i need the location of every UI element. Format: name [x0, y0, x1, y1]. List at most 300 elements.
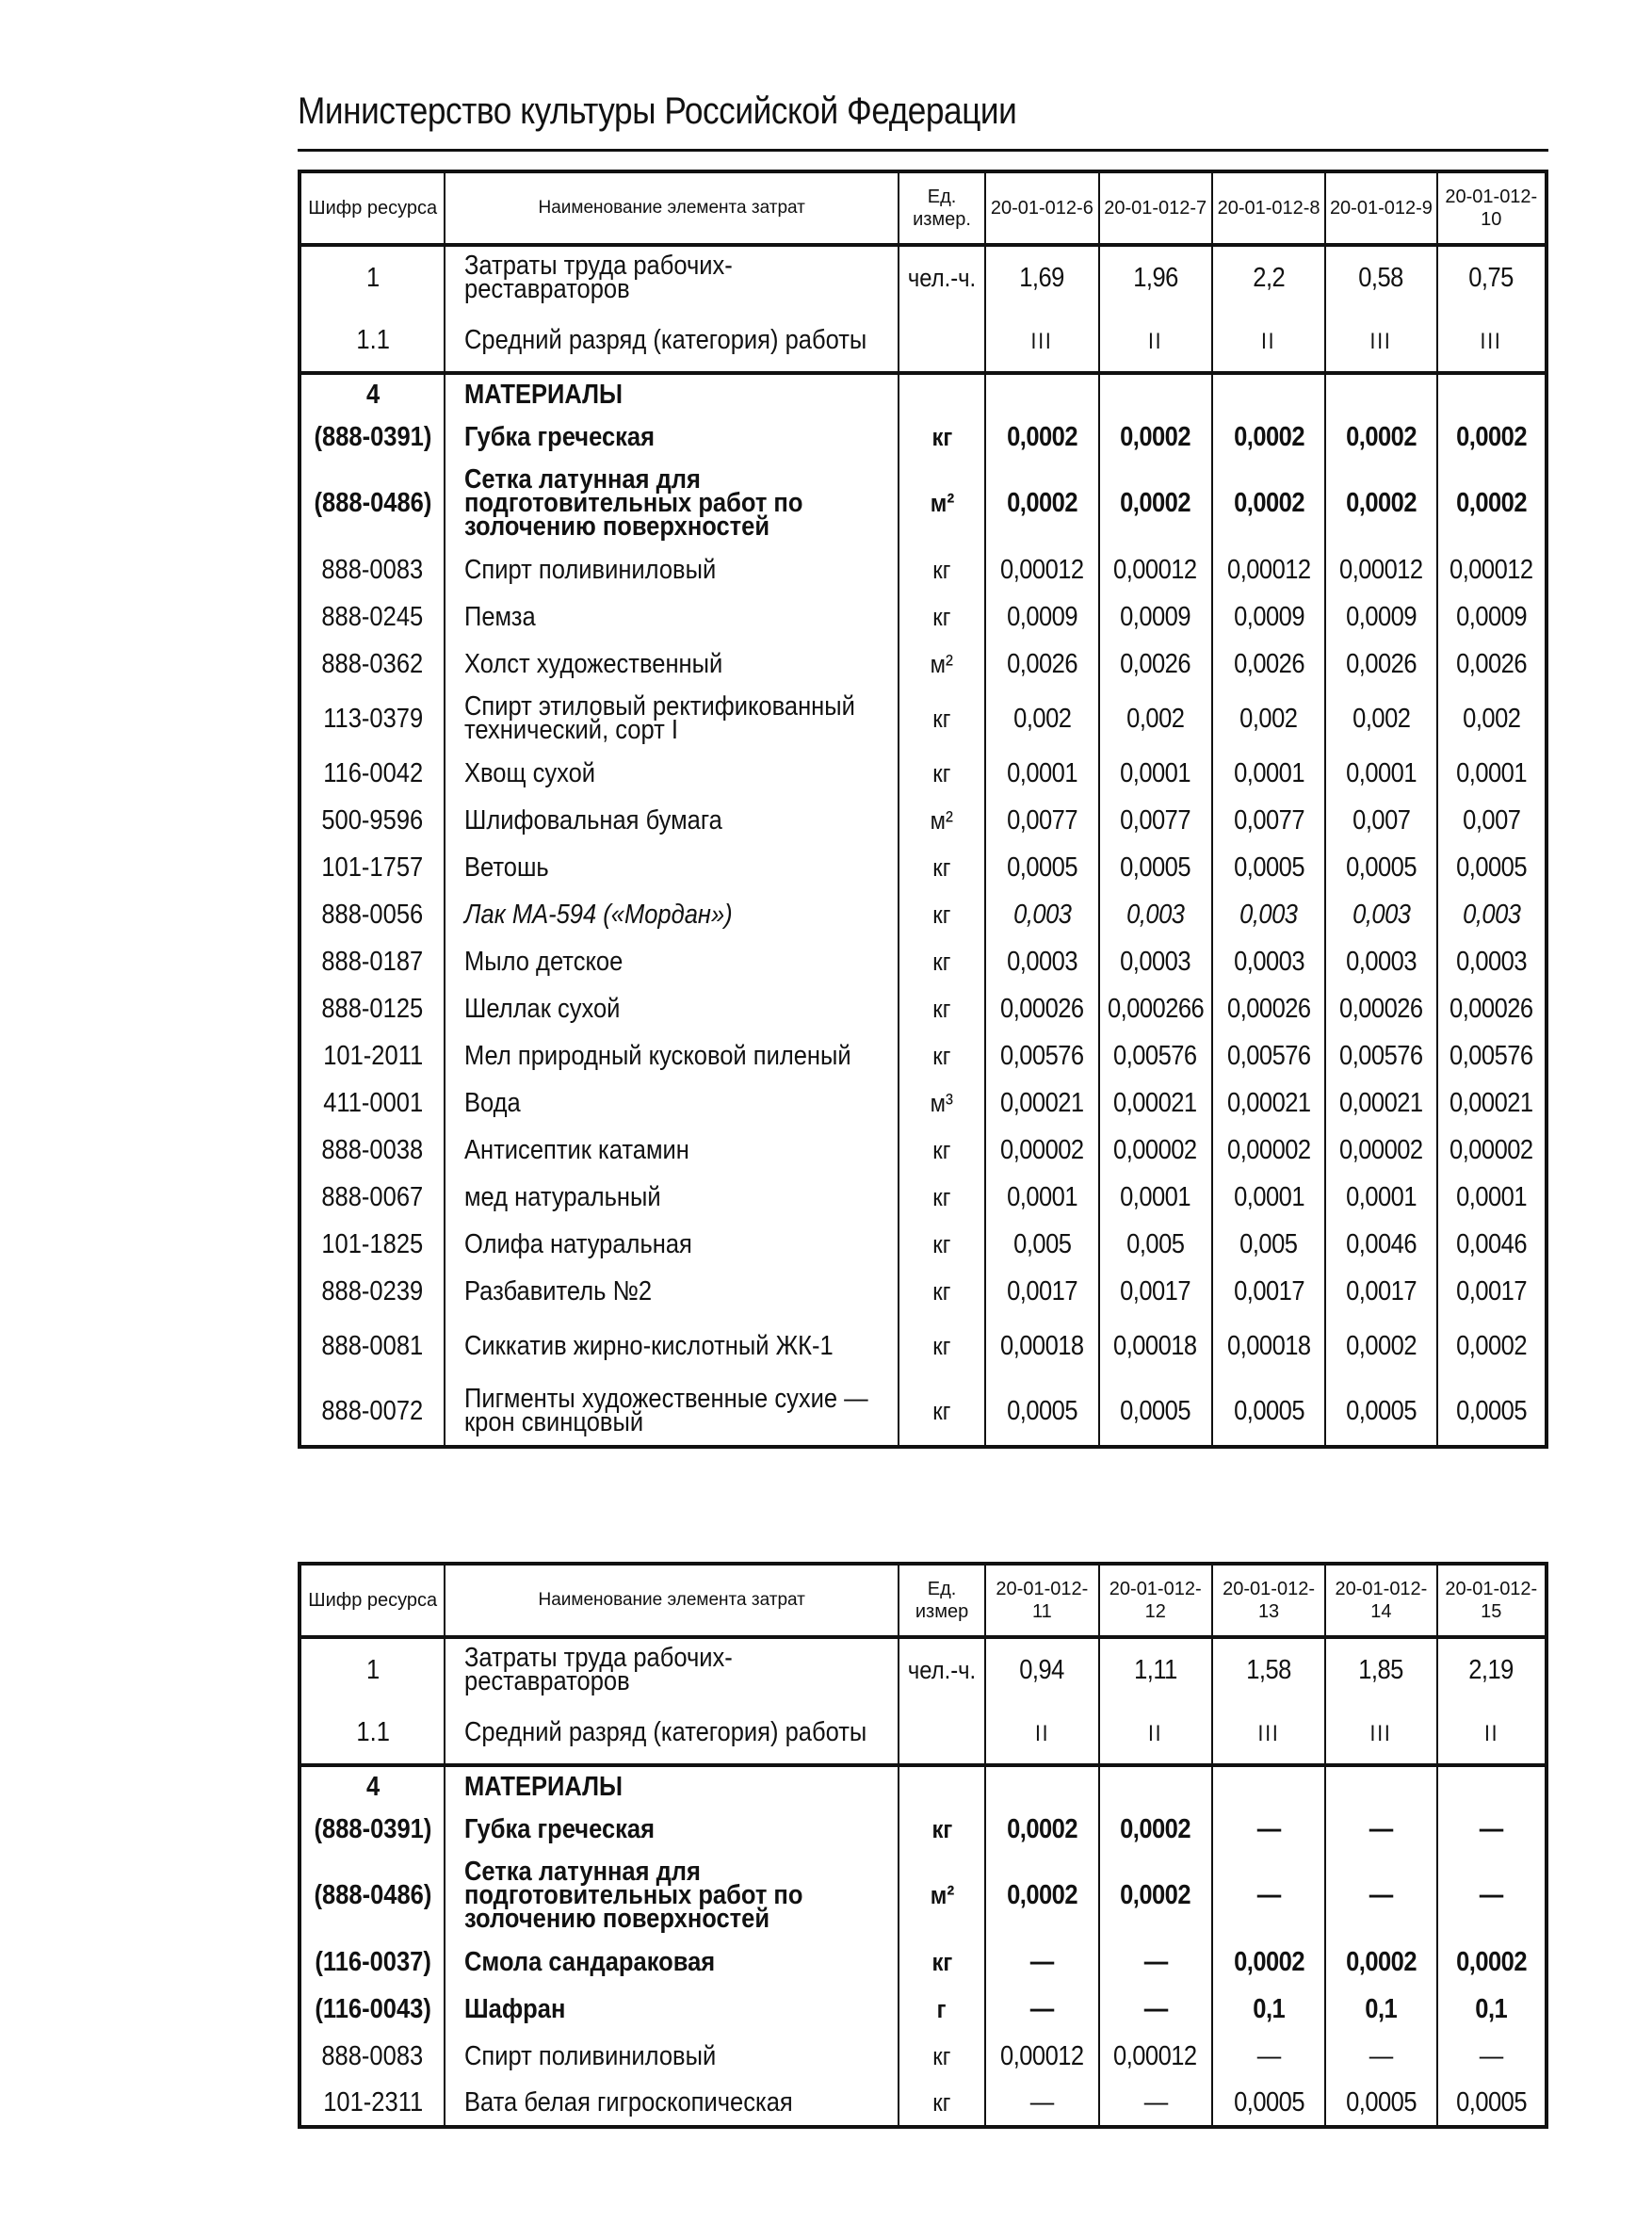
- element-name-cell: Мел природный кусковой пиленый: [445, 1032, 898, 1079]
- value-cell: 0,00002: [1212, 1127, 1325, 1174]
- unit-cell: чел.-ч.: [899, 1637, 985, 1701]
- unit-cell: кг: [899, 938, 985, 985]
- element-name-cell: Разбавитель №2: [445, 1268, 898, 1315]
- element-name-cell: Затраты труда рабочих-реставраторов: [445, 245, 898, 309]
- table-row: [300, 985, 1547, 1032]
- unit-cell: г: [899, 1986, 985, 2033]
- element-name-cell: Ветошь: [445, 844, 898, 891]
- value-cell: —: [1099, 1939, 1212, 1986]
- value-cell: 2,2: [1212, 245, 1325, 309]
- resource-code-cell: (888-0486): [300, 1852, 445, 1939]
- resource-code-cell: 101-1757: [300, 844, 445, 891]
- resource-table-2: [298, 1562, 1548, 2129]
- value-cell: 0,00012: [985, 2033, 1098, 2080]
- value-cell: 0,0017: [1325, 1268, 1436, 1315]
- value-cell: 0,0026: [1212, 641, 1325, 688]
- element-name-cell: Шафран: [445, 1986, 898, 2033]
- value-cell: 0,0017: [1437, 1268, 1547, 1315]
- unit-cell: м²: [899, 797, 985, 844]
- table-row: [300, 1268, 1547, 1315]
- value-cell: —: [1212, 1807, 1325, 1852]
- value-cell: [1212, 1765, 1325, 1807]
- value-cell: 0,0017: [1099, 1268, 1212, 1315]
- value-cell: 0,58: [1325, 245, 1436, 309]
- value-cell: 0,0005: [985, 844, 1098, 891]
- resource-code-cell: 1.1: [300, 309, 445, 373]
- value-cell: 0,1: [1212, 1986, 1325, 2033]
- value-cell: 0,00012: [1212, 546, 1325, 593]
- value-cell: 0,0002: [1325, 1315, 1436, 1377]
- value-cell: 0,0002: [1437, 460, 1547, 546]
- value-cell: 0,0005: [1437, 844, 1547, 891]
- value-cell: 0,002: [1325, 688, 1436, 750]
- value-cell: 0,94: [985, 1637, 1098, 1701]
- table-row: [300, 1174, 1547, 1221]
- value-cell: —: [1099, 1986, 1212, 2033]
- table-row: [300, 1807, 1547, 1852]
- value-cell: 0,00012: [1437, 546, 1547, 593]
- value-cell: III: [1325, 1701, 1436, 1765]
- value-cell: 0,003: [1212, 891, 1325, 938]
- value-cell: 0,00576: [1437, 1032, 1547, 1079]
- value-cell: 0,002: [1212, 688, 1325, 750]
- resource-code-cell: 411-0001: [300, 1079, 445, 1127]
- unit-cell: кг: [899, 1221, 985, 1268]
- resource-code-cell: (888-0391): [300, 414, 445, 460]
- resource-code-cell: 101-1825: [300, 1221, 445, 1268]
- resource-code-cell: 888-0067: [300, 1174, 445, 1221]
- value-cell: 0,0077: [1099, 797, 1212, 844]
- element-name-cell: Губка греческая: [445, 1807, 898, 1852]
- value-cell: 0,0002: [1099, 1807, 1212, 1852]
- resource-code-cell: 4: [300, 373, 445, 414]
- value-cell: 0,00026: [1212, 985, 1325, 1032]
- value-cell: 0,00012: [985, 546, 1098, 593]
- table-row: [300, 1221, 1547, 1268]
- value-cell: 0,0002: [1325, 1939, 1436, 1986]
- value-cell: 0,00576: [985, 1032, 1098, 1079]
- column-header-rate-code: 20-01-012-15: [1437, 1564, 1547, 1637]
- table-row: [300, 593, 1547, 641]
- value-cell: 0,0026: [1099, 641, 1212, 688]
- value-cell: 0,0005: [1325, 2080, 1436, 2127]
- value-cell: 0,0001: [985, 1174, 1098, 1221]
- value-cell: 0,0003: [1212, 938, 1325, 985]
- table-row: [300, 1079, 1547, 1127]
- value-cell: 0,0001: [1099, 1174, 1212, 1221]
- value-cell: 0,0005: [1325, 844, 1436, 891]
- value-cell: 0,0002: [1325, 414, 1436, 460]
- value-cell: 0,00018: [985, 1315, 1098, 1377]
- table-row: [300, 797, 1547, 844]
- value-cell: 0,0005: [1212, 1377, 1325, 1447]
- unit-cell: кг: [899, 844, 985, 891]
- table-row: [300, 414, 1547, 460]
- table-row: [300, 2080, 1547, 2127]
- value-cell: 0,0026: [1437, 641, 1547, 688]
- value-cell: III: [1437, 309, 1547, 373]
- table-row: [300, 641, 1547, 688]
- table-row: [300, 1765, 1547, 1807]
- value-cell: III: [1212, 1701, 1325, 1765]
- resource-code-cell: (116-0043): [300, 1986, 445, 2033]
- value-cell: 0,00021: [1325, 1079, 1436, 1127]
- value-cell: —: [1325, 1807, 1436, 1852]
- table-row: [300, 2033, 1547, 2080]
- resource-code-cell: 1: [300, 1637, 445, 1701]
- element-name-cell: Спирт поливиниловый: [445, 2033, 898, 2080]
- unit-cell: кг: [899, 1127, 985, 1174]
- value-cell: 0,0002: [985, 460, 1098, 546]
- value-cell: [985, 373, 1098, 414]
- value-cell: 0,0009: [1437, 593, 1547, 641]
- resource-code-cell: 1.1: [300, 1701, 445, 1765]
- value-cell: 0,0017: [985, 1268, 1098, 1315]
- unit-cell: кг: [899, 2080, 985, 2127]
- value-cell: 0,0046: [1437, 1221, 1547, 1268]
- resource-code-cell: 888-0245: [300, 593, 445, 641]
- resource-code-cell: 888-0083: [300, 2033, 445, 2080]
- value-cell: II: [1099, 1701, 1212, 1765]
- value-cell: [1325, 1765, 1436, 1807]
- resource-code-cell: 888-0072: [300, 1377, 445, 1447]
- value-cell: 0,00018: [1099, 1315, 1212, 1377]
- value-cell: 0,0005: [1437, 2080, 1547, 2127]
- unit-cell: кг: [899, 1315, 985, 1377]
- value-cell: II: [1099, 309, 1212, 373]
- header-rule: [298, 149, 1548, 152]
- element-name-cell: Спирт поливиниловый: [445, 546, 898, 593]
- value-cell: 0,0001: [1212, 1174, 1325, 1221]
- value-cell: 0,0005: [1212, 844, 1325, 891]
- value-cell: 0,000266: [1099, 985, 1212, 1032]
- unit-cell: кг: [899, 414, 985, 460]
- element-name-cell: Лак МА-594 («Мордан»): [445, 891, 898, 938]
- resource-table-1: [298, 170, 1548, 1449]
- value-cell: 0,0001: [985, 750, 1098, 797]
- column-header-unit: Ед. измер: [899, 1564, 985, 1637]
- value-cell: III: [985, 309, 1098, 373]
- value-cell: [1437, 373, 1547, 414]
- value-cell: 0,003: [1099, 891, 1212, 938]
- unit-cell: кг: [899, 688, 985, 750]
- resource-code-cell: 888-0239: [300, 1268, 445, 1315]
- unit-cell: кг: [899, 1807, 985, 1852]
- column-header-rate-code: 20-01-012-13: [1212, 1564, 1325, 1637]
- table-row: [300, 373, 1547, 414]
- value-cell: 2,19: [1437, 1637, 1547, 1701]
- unit-cell: м²: [899, 641, 985, 688]
- column-header-name: Наименование элемента затрат: [445, 1564, 898, 1637]
- value-cell: 0,0077: [1212, 797, 1325, 844]
- column-header-rate-code: 20-01-012-11: [985, 1564, 1098, 1637]
- element-name-cell: мед натуральный: [445, 1174, 898, 1221]
- unit-cell: кг: [899, 1268, 985, 1315]
- value-cell: 0,00021: [1212, 1079, 1325, 1127]
- resource-code-cell: 888-0038: [300, 1127, 445, 1174]
- unit-cell: м²: [899, 1852, 985, 1939]
- value-cell: 0,0001: [1212, 750, 1325, 797]
- value-cell: 0,00012: [1325, 546, 1436, 593]
- table-row: [300, 460, 1547, 546]
- value-cell: 0,00576: [1212, 1032, 1325, 1079]
- value-cell: 0,0002: [1099, 414, 1212, 460]
- element-name-cell: Затраты труда рабочих-реставраторов: [445, 1637, 898, 1701]
- resource-code-cell: 500-9596: [300, 797, 445, 844]
- unit-cell: [899, 1701, 985, 1765]
- element-name-cell: Средний разряд (категория) работы: [445, 1701, 898, 1765]
- value-cell: 0,0005: [1099, 1377, 1212, 1447]
- table-row: [300, 750, 1547, 797]
- resource-code-cell: (888-0391): [300, 1807, 445, 1852]
- value-cell: —: [985, 1939, 1098, 1986]
- value-cell: 0,0001: [1437, 750, 1547, 797]
- unit-cell: [899, 373, 985, 414]
- unit-cell: чел.-ч.: [899, 245, 985, 309]
- value-cell: 0,00012: [1099, 2033, 1212, 2080]
- resource-code-cell: 116-0042: [300, 750, 445, 797]
- unit-cell: [899, 1765, 985, 1807]
- table-row: [300, 1701, 1547, 1765]
- value-cell: 0,00021: [985, 1079, 1098, 1127]
- value-cell: 0,0005: [1099, 844, 1212, 891]
- value-cell: 0,0002: [1212, 414, 1325, 460]
- table-row: [300, 309, 1547, 373]
- value-cell: 0,00576: [1099, 1032, 1212, 1079]
- resource-code-cell: 888-0056: [300, 891, 445, 938]
- value-cell: 0,005: [985, 1221, 1098, 1268]
- element-name-cell: Холст художественный: [445, 641, 898, 688]
- value-cell: —: [1437, 2033, 1547, 2080]
- value-cell: 0,00002: [1437, 1127, 1547, 1174]
- value-cell: 0,00002: [1099, 1127, 1212, 1174]
- value-cell: 1,11: [1099, 1637, 1212, 1701]
- column-header-code: Шифр ресурса: [300, 1564, 445, 1637]
- value-cell: 1,58: [1212, 1637, 1325, 1701]
- value-cell: 0,00002: [985, 1127, 1098, 1174]
- value-cell: 0,005: [1099, 1221, 1212, 1268]
- value-cell: —: [985, 2080, 1098, 2127]
- element-name-cell: Вода: [445, 1079, 898, 1127]
- table-row: [300, 938, 1547, 985]
- value-cell: 0,00021: [1437, 1079, 1547, 1127]
- table-row: [300, 245, 1547, 309]
- table-row: [300, 1637, 1547, 1701]
- value-cell: 0,002: [1437, 688, 1547, 750]
- value-cell: —: [985, 1986, 1098, 2033]
- unit-cell: кг: [899, 593, 985, 641]
- value-cell: 0,0009: [1325, 593, 1436, 641]
- element-name-cell: Смола сандараковая: [445, 1939, 898, 1986]
- value-cell: 0,0046: [1325, 1221, 1436, 1268]
- element-name-cell: Антисептик катамин: [445, 1127, 898, 1174]
- value-cell: 0,0005: [1325, 1377, 1436, 1447]
- value-cell: 0,00012: [1099, 546, 1212, 593]
- resource-code-cell: 1: [300, 245, 445, 309]
- unit-cell: кг: [899, 546, 985, 593]
- value-cell: 0,0009: [1099, 593, 1212, 641]
- resource-code-cell: 101-2311: [300, 2080, 445, 2127]
- value-cell: 0,0003: [1325, 938, 1436, 985]
- element-name-cell: Пигменты художественные сухие — крон свинцовый: [445, 1377, 898, 1447]
- value-cell: 0,0009: [985, 593, 1098, 641]
- element-name-cell: Сетка латунная для подготовительных работ по золочению поверхностей: [445, 460, 898, 546]
- element-name-cell: Мыло детское: [445, 938, 898, 985]
- value-cell: 0,0002: [1099, 1852, 1212, 1939]
- table-header-row: [300, 1564, 1547, 1637]
- element-name-cell: Средний разряд (категория) работы: [445, 309, 898, 373]
- element-name-cell: Шеллак сухой: [445, 985, 898, 1032]
- value-cell: 0,00002: [1325, 1127, 1436, 1174]
- value-cell: 0,0003: [1437, 938, 1547, 985]
- value-cell: 0,0002: [985, 414, 1098, 460]
- resource-code-cell: 113-0379: [300, 688, 445, 750]
- resource-code-cell: 888-0081: [300, 1315, 445, 1377]
- value-cell: 0,0001: [1437, 1174, 1547, 1221]
- table-row: [300, 891, 1547, 938]
- element-name-cell: Шлифовальная бумага: [445, 797, 898, 844]
- value-cell: —: [1437, 1852, 1547, 1939]
- value-cell: [985, 1765, 1098, 1807]
- value-cell: 1,96: [1099, 245, 1212, 309]
- value-cell: 0,0077: [985, 797, 1098, 844]
- value-cell: 0,003: [1325, 891, 1436, 938]
- column-header-code: Шифр ресурса: [300, 171, 445, 245]
- value-cell: 0,0009: [1212, 593, 1325, 641]
- value-cell: —: [1325, 1852, 1436, 1939]
- value-cell: —: [1325, 2033, 1436, 2080]
- value-cell: 0,00021: [1099, 1079, 1212, 1127]
- value-cell: 0,0005: [985, 1377, 1098, 1447]
- value-cell: 0,00018: [1212, 1315, 1325, 1377]
- element-name-cell: МАТЕРИАЛЫ: [445, 373, 898, 414]
- value-cell: —: [1099, 2080, 1212, 2127]
- value-cell: 0,00026: [1325, 985, 1436, 1032]
- unit-cell: кг: [899, 891, 985, 938]
- resource-code-cell: 4: [300, 1765, 445, 1807]
- element-name-cell: Спирт этиловый ректификованный технический, сорт I: [445, 688, 898, 750]
- value-cell: 0,0001: [1325, 1174, 1436, 1221]
- column-header-rate-code: 20-01-012-14: [1325, 1564, 1436, 1637]
- column-header-rate-code: 20-01-012-6: [985, 171, 1098, 245]
- value-cell: 1,85: [1325, 1637, 1436, 1701]
- value-cell: 0,0002: [1212, 1939, 1325, 1986]
- column-header-unit: Ед. измер.: [899, 171, 985, 245]
- value-cell: 0,0002: [1099, 460, 1212, 546]
- value-cell: 0,0005: [1437, 1377, 1547, 1447]
- value-cell: —: [1437, 1807, 1547, 1852]
- table-row: [300, 1939, 1547, 1986]
- column-header-rate-code: 20-01-012-10: [1437, 171, 1547, 245]
- resource-code-cell: (116-0037): [300, 1939, 445, 1986]
- resource-code-cell: 888-0362: [300, 641, 445, 688]
- resource-code-cell: 888-0125: [300, 985, 445, 1032]
- element-name-cell: Пемза: [445, 593, 898, 641]
- unit-cell: м³: [899, 1079, 985, 1127]
- table-header-row: [300, 171, 1547, 245]
- value-cell: —: [1212, 2033, 1325, 2080]
- value-cell: II: [1437, 1701, 1547, 1765]
- value-cell: 0,0026: [985, 641, 1098, 688]
- value-cell: 0,003: [985, 891, 1098, 938]
- table-row: [300, 688, 1547, 750]
- table-row: [300, 546, 1547, 593]
- table-row: [300, 1377, 1547, 1447]
- value-cell: 0,00026: [985, 985, 1098, 1032]
- value-cell: 0,0002: [1437, 1315, 1547, 1377]
- resource-code-cell: 888-0187: [300, 938, 445, 985]
- value-cell: 0,005: [1212, 1221, 1325, 1268]
- element-name-cell: Сиккатив жирно-кислотный ЖК-1: [445, 1315, 898, 1377]
- value-cell: 0,002: [985, 688, 1098, 750]
- element-name-cell: МАТЕРИАЛЫ: [445, 1765, 898, 1807]
- table-row: [300, 1032, 1547, 1079]
- value-cell: 0,0001: [1099, 750, 1212, 797]
- value-cell: 0,0002: [1437, 414, 1547, 460]
- table-row: [300, 1986, 1547, 2033]
- unit-cell: м²: [899, 460, 985, 546]
- unit-cell: кг: [899, 1939, 985, 1986]
- column-header-rate-code: 20-01-012-9: [1325, 171, 1436, 245]
- resource-code-cell: 888-0083: [300, 546, 445, 593]
- resource-code-cell: 101-2011: [300, 1032, 445, 1079]
- unit-cell: кг: [899, 1377, 985, 1447]
- value-cell: 0,0005: [1212, 2080, 1325, 2127]
- element-name-cell: Хвощ сухой: [445, 750, 898, 797]
- element-name-cell: Губка греческая: [445, 414, 898, 460]
- value-cell: 0,002: [1099, 688, 1212, 750]
- value-cell: 0,003: [1437, 891, 1547, 938]
- value-cell: [1099, 373, 1212, 414]
- value-cell: III: [1325, 309, 1436, 373]
- value-cell: II: [985, 1701, 1098, 1765]
- table-row: [300, 1852, 1547, 1939]
- value-cell: [1325, 373, 1436, 414]
- unit-cell: кг: [899, 1174, 985, 1221]
- value-cell: [1437, 1765, 1547, 1807]
- element-name-cell: Сетка латунная для подготовительных работ по золочению поверхностей: [445, 1852, 898, 1939]
- value-cell: 1,69: [985, 245, 1098, 309]
- column-header-name: Наименование элемента затрат: [445, 171, 898, 245]
- value-cell: 0,0003: [985, 938, 1098, 985]
- value-cell: 0,75: [1437, 245, 1547, 309]
- unit-cell: кг: [899, 750, 985, 797]
- value-cell: 0,0026: [1325, 641, 1436, 688]
- value-cell: II: [1212, 309, 1325, 373]
- value-cell: 0,00026: [1437, 985, 1547, 1032]
- unit-cell: кг: [899, 1032, 985, 1079]
- value-cell: 0,0002: [985, 1852, 1098, 1939]
- value-cell: 0,0002: [985, 1807, 1098, 1852]
- table-row: [300, 1315, 1547, 1377]
- element-name-cell: Олифа натуральная: [445, 1221, 898, 1268]
- resource-code-cell: (888-0486): [300, 460, 445, 546]
- value-cell: 0,1: [1325, 1986, 1436, 2033]
- value-cell: [1212, 373, 1325, 414]
- unit-cell: [899, 309, 985, 373]
- value-cell: 0,1: [1437, 1986, 1547, 2033]
- value-cell: 0,0003: [1099, 938, 1212, 985]
- column-header-rate-code: 20-01-012-7: [1099, 171, 1212, 245]
- value-cell: 0,0001: [1325, 750, 1436, 797]
- column-header-rate-code: 20-01-012-12: [1099, 1564, 1212, 1637]
- value-cell: 0,0002: [1212, 460, 1325, 546]
- value-cell: 0,007: [1437, 797, 1547, 844]
- value-cell: 0,007: [1325, 797, 1436, 844]
- value-cell: [1099, 1765, 1212, 1807]
- value-cell: 0,0002: [1325, 460, 1436, 546]
- unit-cell: кг: [899, 985, 985, 1032]
